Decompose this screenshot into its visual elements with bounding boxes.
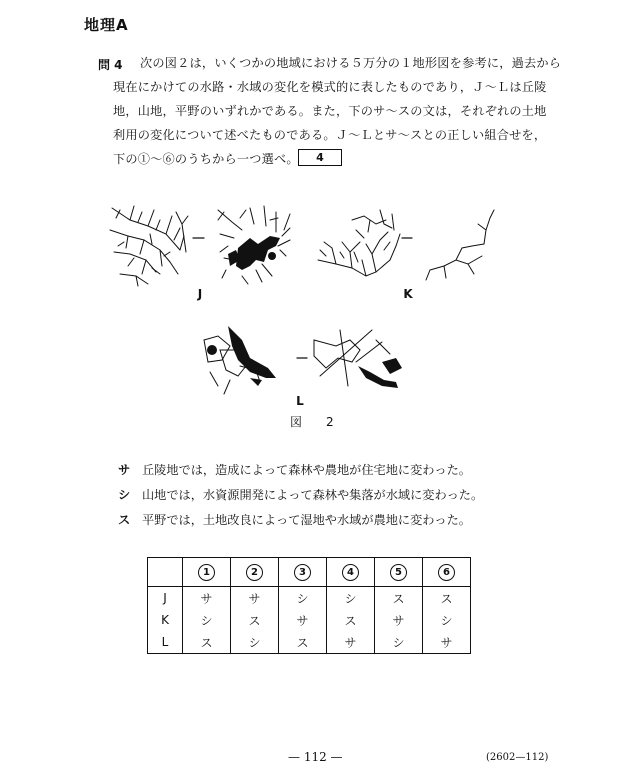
statement-shi	[118, 487, 483, 503]
table-cell: ス	[231, 609, 279, 631]
question-line-2: 現在にかけての水路・水域の変化を模式的に表したものであり，Ｊ～Ｌは丘陵	[113, 80, 547, 94]
statement-mark: サ	[118, 463, 131, 477]
figure-2-maps	[100, 190, 520, 430]
table-cell: シ	[279, 587, 327, 610]
table-row	[148, 631, 471, 654]
table-cell: サ	[375, 609, 423, 631]
choice-header-5: 5	[375, 558, 423, 587]
table-cell: ス	[375, 587, 423, 610]
map-j-before	[110, 206, 188, 286]
answer-number-box: 4	[298, 149, 342, 166]
question-number: 問 4	[98, 58, 123, 72]
map-k-after	[426, 210, 494, 280]
question-line-5: 下の①～⑥のうちから一つ選べ。	[113, 152, 299, 166]
row-label: J	[148, 587, 183, 610]
choice-header-1: 1	[183, 558, 231, 587]
map-k-before	[318, 210, 400, 276]
table-cell: ス	[423, 587, 471, 610]
statement-mark: シ	[118, 488, 131, 502]
table-cell: シ	[183, 609, 231, 631]
choice-header-3: 3	[279, 558, 327, 587]
table-row	[148, 609, 471, 631]
choice-header-4: 4	[327, 558, 375, 587]
question-line-3: 地，山地，平野のいずれかである。また，下のサ～スの文は，それぞれの土地	[113, 104, 547, 118]
table-cell: シ	[231, 631, 279, 654]
table-cell: サ	[423, 631, 471, 654]
answer-choices-table	[147, 557, 471, 654]
table-cell: サ	[327, 631, 375, 654]
table-cell: ス	[183, 631, 231, 654]
table-row	[148, 587, 471, 610]
table-cell: サ	[231, 587, 279, 610]
exam-code: (2602—112)	[486, 752, 549, 763]
choice-header-6: 6	[423, 558, 471, 587]
statement-sa	[118, 462, 471, 478]
question-line-1: 次の図２は，いくつかの地域における５万分の１地形図を参考に，過去から	[140, 56, 562, 70]
section-title: 地理A	[84, 16, 129, 34]
question-line-4: 利用の変化について述べたものである。Ｊ～Ｌとサ～スとの正しい組合せを，	[113, 128, 547, 142]
page-number: — 112 —	[288, 750, 343, 764]
statement-text: 平野では，土地改良によって湿地や水域が農地に変わった。	[142, 513, 471, 527]
map-label-j: J	[197, 287, 203, 301]
table-cell: ス	[327, 609, 375, 631]
table-cell: シ	[375, 631, 423, 654]
table-cell: シ	[423, 609, 471, 631]
statement-text: 山地では，水資源開発によって森林や集落が水域に変わった。	[142, 488, 484, 502]
row-label: K	[148, 609, 183, 631]
map-label-l: L	[296, 394, 304, 408]
row-label: L	[148, 631, 183, 654]
table-cell: サ	[279, 609, 327, 631]
table-cell: ス	[279, 631, 327, 654]
table-corner-cell	[148, 558, 183, 587]
statement-text: 丘陵地では，造成によって森林や農地が住宅地に変わった。	[142, 463, 471, 477]
statement-mark: ス	[118, 513, 131, 527]
statement-su	[118, 512, 471, 528]
table-cell: サ	[183, 587, 231, 610]
figure-caption: 図 2	[290, 415, 340, 429]
table-cell: シ	[327, 587, 375, 610]
map-label-k: K	[403, 287, 413, 301]
choice-header-2: 2	[231, 558, 279, 587]
table-header-row	[148, 558, 471, 587]
